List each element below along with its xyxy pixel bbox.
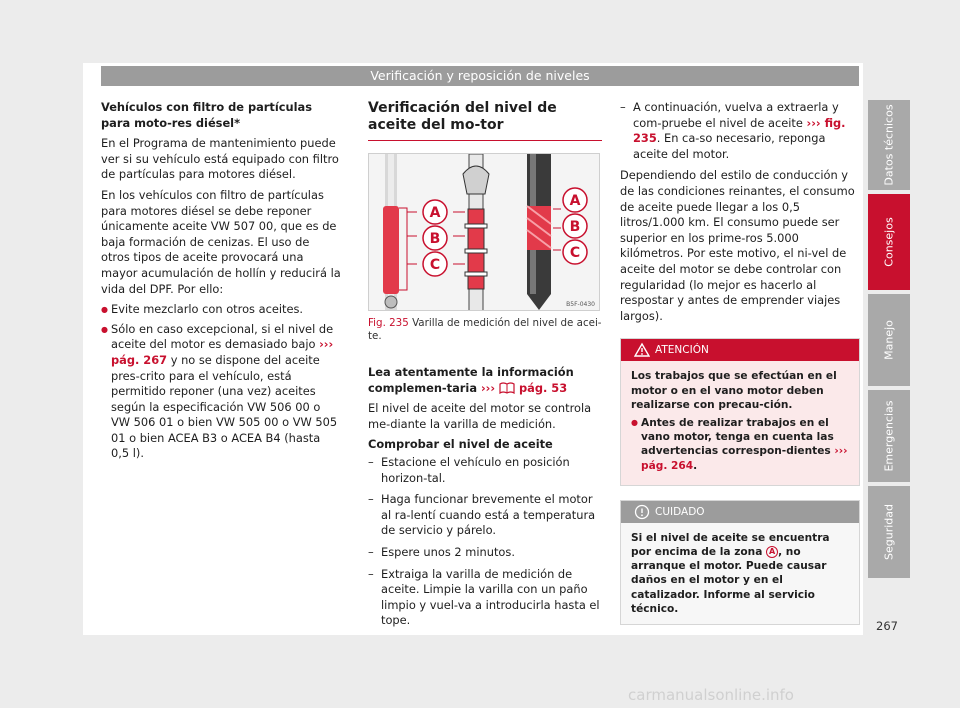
- page-header-title: Verificación y reposición de niveles: [101, 66, 859, 86]
- middle-column: [368, 100, 602, 635]
- figure-label-b-left: B: [429, 231, 441, 247]
- tab-seguridad[interactable]: Seguridad: [868, 486, 910, 578]
- caution-body: Si el nivel de aceite se encuentra por encima de la zona A , no arranque el motor. Puede causar daños en el motor y en el catalizador. Informe al servicio técnico.: [621, 523, 859, 624]
- warning-bullet: ● Antes de realizar trabajos en el vano motor, tenga en cuenta las advertencias correspon-dientes ››› pág. 264.: [631, 416, 849, 473]
- page-267-link[interactable]: ››› pág. 267: [111, 337, 334, 367]
- step-item: – Haga funcionar brevemente el motor al ra-lentí cuando está a temperatura de servicio y párelo.: [368, 492, 602, 539]
- oil-level-para: El nivel de aceite del motor se controla me-diante la varilla de medición.: [368, 401, 592, 431]
- read-info-line: Lea atentamente la información complemen-taria ››› pág. 53: [368, 365, 574, 395]
- warning-text-1: Los trabajos que se efectúan en el motor o en el vano motor deben realizarse con precau-ción.: [631, 370, 837, 411]
- zone-a-marker: A: [766, 546, 778, 558]
- watermark: carmanualsonline.info: [628, 686, 794, 704]
- figure-label-b-right: B: [569, 219, 581, 235]
- tab-datos-tecnicos[interactable]: Datos técnicos: [868, 100, 910, 190]
- warning-title: ATENCIÓN: [655, 344, 709, 357]
- tab-emergencias[interactable]: Emergencias: [868, 390, 910, 482]
- tab-manejo[interactable]: Manejo: [868, 294, 910, 386]
- side-nav: [868, 100, 910, 582]
- figure-number: Fig. 235: [368, 317, 409, 329]
- warning-header: [621, 339, 859, 361]
- dpf-heading: Vehículos con filtro de partículas para moto-res diésel*: [101, 100, 313, 130]
- dipstick-figure: [368, 153, 600, 311]
- figure-label-a-right: A: [569, 193, 581, 209]
- right-column: [620, 100, 860, 639]
- step-item: – Extraiga la varilla de medición de aceite. Limpie la varilla con un paño limpio y vuel-va a introducirla hasta el tope.: [368, 567, 602, 629]
- figure-label-a-left: A: [429, 205, 441, 221]
- oil-level-section-title: Verificación del nivel de aceite del mo-tor: [368, 100, 602, 141]
- check-oil-subheading: Comprobar el nivel de aceite: [368, 437, 553, 452]
- step-item: – Estacione el vehículo en posición horizon-tal.: [368, 455, 602, 486]
- dpf-bullet-1: ● Evite mezclarlo con otros aceites.: [101, 302, 341, 318]
- figure-label-c-right: C: [569, 245, 581, 261]
- dpf-para-2: En los vehículos con filtro de partículas para motores diésel se debe reponer únicamente aceite VW 507 00, que es de baja formación de cenizas. El uso de otros tipos de aceite provocará una mayor acumulación de hollín y reducirá la vida del DPF. Por ello:: [101, 187, 341, 296]
- caution-box: [620, 500, 860, 625]
- dpf-bullet-2: ● Sólo en caso excepcional, si el nivel de aceite del motor es demasiado bajo ››› pág. 267 y no se dispone del aceite pres-crito para el vehículo, está permitido reponer (una vez) aceites según la especificación VW 506 00 o VW 506 01 o bien VW 505 00 o VW 505 01 o bien ACEA B3 o ACEA B4 (hasta 0,5 l).: [101, 322, 341, 462]
- book-icon: [499, 382, 515, 394]
- figure-code: B5F-0430: [566, 301, 595, 308]
- step-item: – Espere unos 2 minutos.: [368, 545, 602, 561]
- figure-caption: Fig. 235 Varilla de medición del nivel de acei-te.: [368, 317, 602, 342]
- warning-box: [620, 338, 860, 485]
- caution-header: [621, 501, 859, 523]
- page-264-link[interactable]: ››› pág. 264: [641, 445, 848, 472]
- fig-235-link[interactable]: ››› fig. 235: [633, 115, 846, 146]
- dpf-para-1: En el Programa de mantenimiento puede ver si su vehículo está equipado con filtro de partículas para motores diésel.: [101, 136, 339, 182]
- consumption-para: Dependiendo del estilo de conducción y de las condiciones reinantes, el consumo de aceite puede llegar a los 0,5 litros/1.000 km. El consumo puede ser superior en los prime-ros 5.000 kilómetros. Por este motivo, el ni-vel de aceite del motor se debe controlar con regularidad (lo mejor es hacerlo al respostar y antes de emprender viajes largos).: [620, 168, 855, 323]
- caution-title: CUIDADO: [655, 505, 705, 518]
- step-item: – A continuación, vuelva a extraerla y com-pruebe el nivel de aceite ››› fig. 235. En ca-so necesario, reponga aceite del motor.: [620, 100, 860, 162]
- tab-consejos[interactable]: Consejos: [868, 194, 910, 290]
- info-circle-icon: [634, 504, 650, 520]
- warning-triangle-icon: [634, 342, 650, 358]
- dipstick-illustration: [369, 154, 600, 311]
- figure-label-c-left: C: [429, 257, 441, 273]
- warning-body: [621, 361, 859, 484]
- read-info-arrows[interactable]: ›››: [480, 380, 496, 395]
- left-column: [101, 100, 341, 466]
- page-number: 267: [876, 619, 898, 633]
- page-53-link[interactable]: pág. 53: [519, 380, 568, 395]
